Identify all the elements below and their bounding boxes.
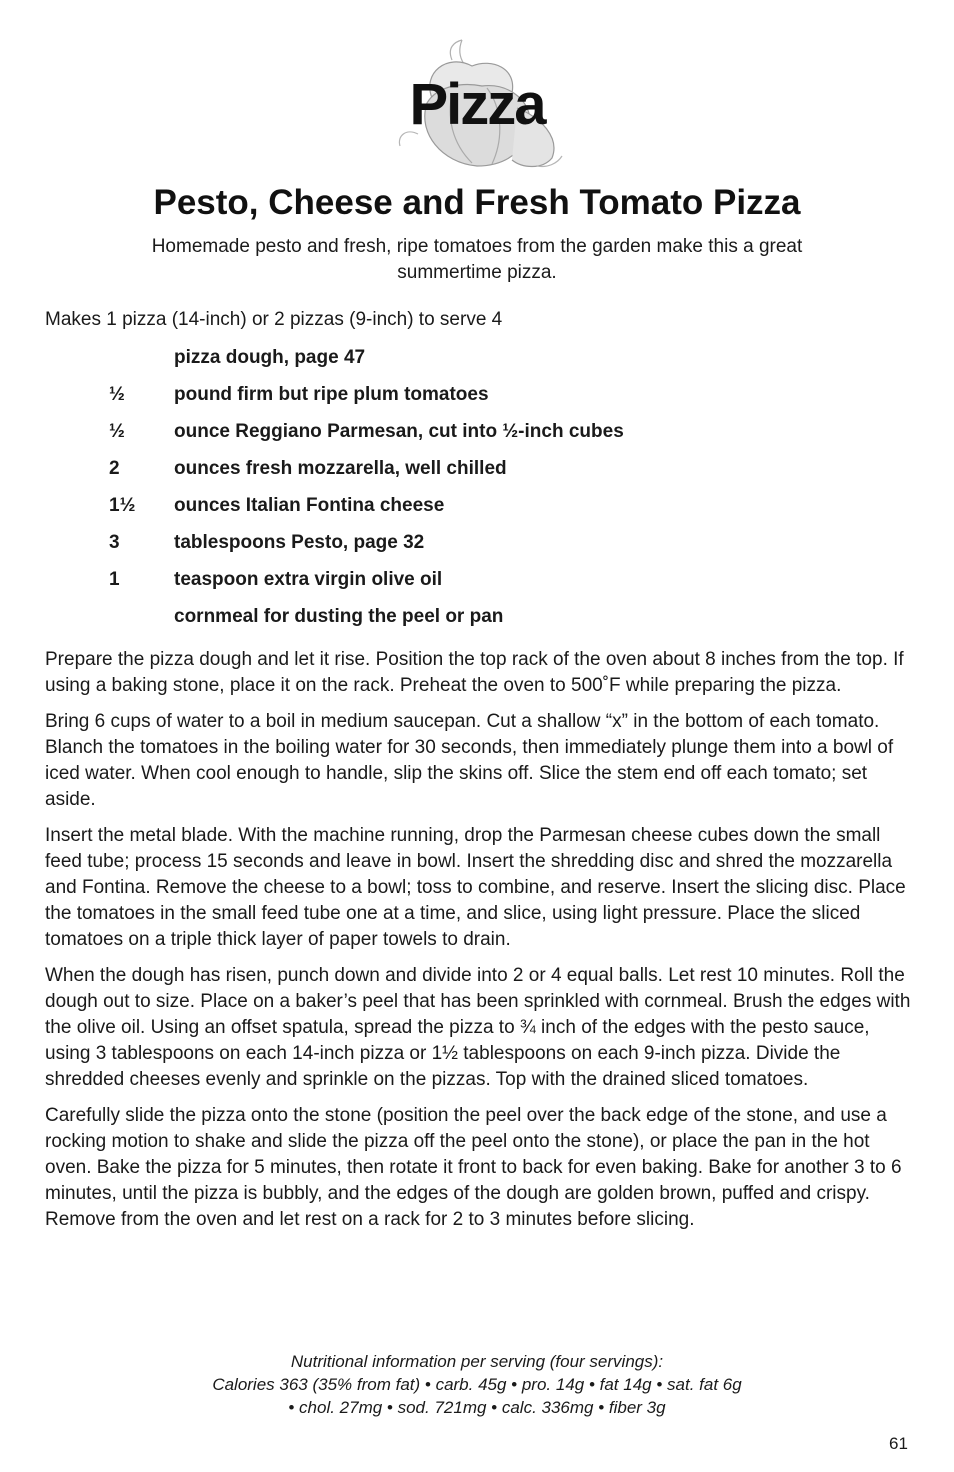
instruction-paragraph: Insert the metal blade. With the machine running, drop the Parmesan cheese cubes down the small feed tube; process 15 seconds and leave in bowl. Insert the shredding disc and shred the mozzarella and Fontina. Remove the cheese to a bowl; toss to combine, and reserve. Insert the slicing disc. Place the tomatoes in the small feed tube one at a time, and slice, using light pressure. Place the sliced tomatoes on a triple thick layer of paper towels to drain. xyxy=(45,825,906,950)
instruction-paragraph: When the dough has risen, punch down and divide into 2 or 4 equal balls. Let rest 10 minutes. Roll the dough out to size. Place on a baker’s peel that has been sprinkled with cornmeal. Brush the edges with the olive oil. Using an offset spatula, spread the pizza to ¾ inch of the edges with the pesto sauce, using 3 tablespoons on each 14-inch pizza or 1½ tablespoons on each 9-inch pizza. Divide the shredded cheeses evenly and sprinkle on the pizzas. Top with the drained sliced tomatoes. xyxy=(45,965,911,1090)
ingredient-quantity: 2 xyxy=(109,458,120,479)
ingredient-row xyxy=(0,493,954,530)
ingredient-quantity: ½ xyxy=(109,421,125,442)
page-number: 61 xyxy=(889,1434,908,1453)
ingredient-text: pizza dough, page 47 xyxy=(174,347,366,368)
ingredient-quantity: ½ xyxy=(109,384,125,405)
ingredient-row xyxy=(0,567,954,604)
ingredient-text: ounces Italian Fontina cheese xyxy=(174,495,445,516)
recipe-title: Pesto, Cheese and Fresh Tomato Pizza xyxy=(153,183,801,222)
nutrition-heading: Nutritional information per serving (four servings): xyxy=(290,1352,664,1371)
ingredient-row xyxy=(0,530,954,567)
ingredient-text: ounces fresh mozzarella, well chilled xyxy=(174,458,507,479)
ingredient-row xyxy=(0,604,954,641)
recipe-intro: Homemade pesto and fresh, ripe tomatoes from the garden make this a great summertime pizza. xyxy=(151,236,803,283)
ingredient-text: tablespoons Pesto, page 32 xyxy=(174,532,425,553)
nutrition-line: Calories 363 (35% from fat) • carb. 45g • pro. 14g • fat 14g • sat. fat 6g xyxy=(212,1375,742,1394)
ingredient-text: pound firm but ripe plum tomatoes xyxy=(174,384,489,405)
instructions xyxy=(45,647,915,1243)
ingredient-text: ounce Reggiano Parmesan, cut into ½-inch cubes xyxy=(174,421,624,442)
ingredient-list xyxy=(0,345,954,641)
instruction-paragraph: Prepare the pizza dough and let it rise. Position the top rack of the oven about 8 inches from the top. If using a baking stone, place it on the rack. Preheat the oven to 500˚F while preparing the pizza. xyxy=(45,649,904,696)
ingredient-text: cornmeal for dusting the peel or pan xyxy=(174,606,504,627)
ingredient-row xyxy=(0,345,954,382)
nutrition-line: • chol. 27mg • sod. 721mg • calc. 336mg • fiber 3g xyxy=(288,1398,666,1417)
instruction-paragraph: Bring 6 cups of water to a boil in medium saucepan. Cut a shallow “x” in the bottom of each tomato. Blanch the tomatoes in the boiling water for 30 seconds, then immediately plunge them into a bowl of iced water. When cool enough to handle, slip the skins off. Slice the stem end off each tomato; set aside. xyxy=(45,711,894,810)
chapter-header xyxy=(0,38,954,178)
ingredient-quantity: 1½ xyxy=(109,495,136,516)
ingredient-row xyxy=(0,419,954,456)
nutrition-info xyxy=(0,1350,954,1419)
ingredient-quantity: 3 xyxy=(109,532,120,553)
ingredient-row xyxy=(0,456,954,493)
instruction-paragraph: Carefully slide the pizza onto the stone (position the peel over the back edge of the stone, and use a rocking motion to shake and slide the pizza off the peel onto the stone), or place the pan in the hot oven. Bake the pizza for 5 minutes, then rotate it front to back for even baking. Bake for another 3 to 6 minutes, until the pizza is bubbly, and the edges of the dough are golden brown, puffed and crispy. Remove from the oven and let rest on a rack for 2 to 3 minutes before slicing. xyxy=(45,1105,902,1230)
recipe-yield: Makes 1 pizza (14-inch) or 2 pizzas (9-inch) to serve 4 xyxy=(45,309,503,330)
ingredient-quantity: 1 xyxy=(109,569,120,590)
ingredient-row xyxy=(0,382,954,419)
ingredient-text: teaspoon extra virgin olive oil xyxy=(174,569,443,590)
chapter-title: Pizza xyxy=(409,72,545,137)
